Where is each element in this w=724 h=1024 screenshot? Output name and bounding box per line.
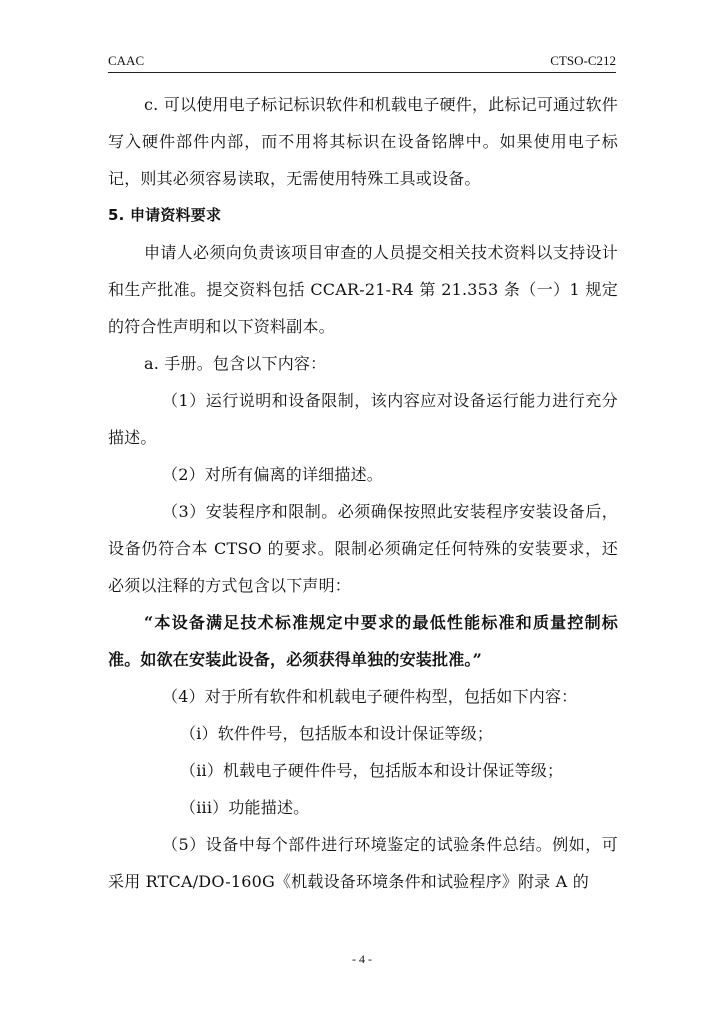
paragraph-electronic-marking: c. 可以使用电子标记标识软件和机载电子硬件，此标记可通过软件写入硬件部件内部，而不用将其标识在设备铭牌中。如果使用电子标记，则其必须容易读取，无需使用特殊工具或设备。 — [108, 95, 618, 188]
page-number: - 4 - — [352, 952, 372, 966]
paragraph-manual-4-i: （i）软件件号，包括版本和设计保证等级； — [180, 724, 494, 743]
document-body — [108, 86, 618, 900]
paragraph-manual-3: （3）安装程序和限制。必须确保按照此安装程序安装设备后，设备仍符合本 CTSO 的要求。限制必须确定任何特殊的安装要求，还必须以注释的方式包含以下声明： — [108, 502, 618, 595]
paragraph-application-intro: 申请人必须向负责该项目审查的人员提交相关技术资料以支持设计和生产批准。提交资料包括 CCAR-21-R4 第 21.353 条（一）1 规定的符合性声明和以下资料副本。 — [108, 243, 618, 336]
page-footer — [0, 952, 724, 967]
paragraph-manual-2: （2）对所有偏离的详细描述。 — [162, 465, 383, 484]
paragraph-manual-4: （4）对于所有软件和机载电子硬件构型，包括如下内容： — [162, 687, 578, 706]
paragraph-manual-item: a. 手册。包含以下内容： — [144, 354, 327, 373]
paragraph-bold-statement: “本设备满足技术标准规定中要求的最低性能标准和质量控制标准。如欲在安装此设备，必须获得单独的安装批准。” — [108, 613, 618, 669]
section-heading-application-data: 5. 申请资料要求 — [108, 206, 222, 224]
header-left-org: CAAC — [108, 53, 145, 68]
page-header — [108, 54, 616, 73]
paragraph-manual-4-iii: （iii）功能描述。 — [180, 798, 310, 817]
paragraph-manual-1: （1）运行说明和设备限制，该内容应对设备运行能力进行充分描述。 — [108, 391, 618, 447]
paragraph-manual-5: （5）设备中每个部件进行环境鉴定的试验条件总结。例如，可采用 RTCA/DO-160G《机载设备环境条件和试验程序》附录 A 的 — [108, 835, 618, 891]
paragraph-manual-4-ii: （ii）机载电子硬件件号，包括版本和设计保证等级； — [180, 761, 564, 780]
header-right-doc-id: CTSO-C212 — [550, 53, 616, 68]
